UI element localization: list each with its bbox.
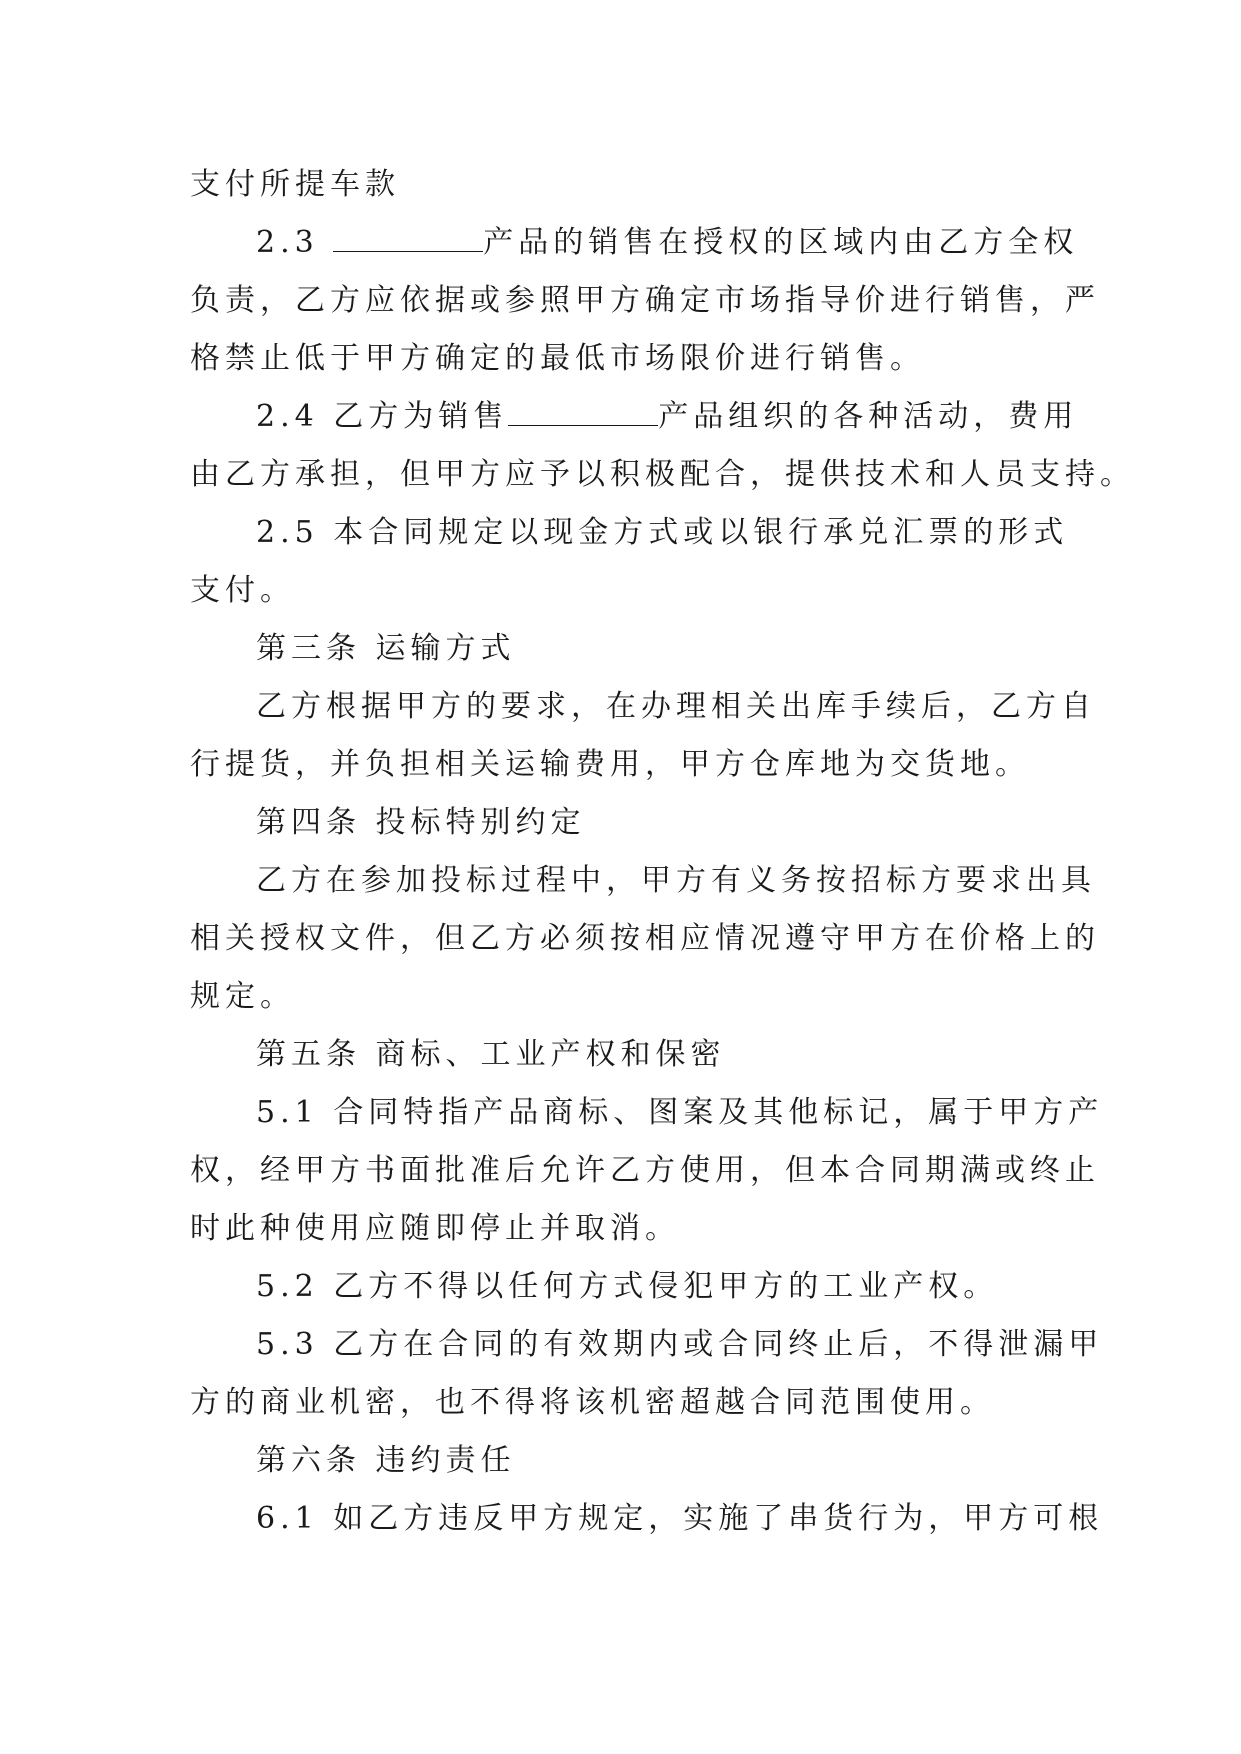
text-line: 格禁止低于甲方确定的最低市场限价进行销售。 [190, 341, 925, 376]
fill-in-blank [508, 391, 658, 426]
text-line: 5.3 乙方在合同的有效期内或合同终止后，不得泄漏甲 [256, 1327, 1104, 1362]
text-line: 方的商业机密，也不得将该机密超越合同范围使用。 [190, 1385, 995, 1420]
section-heading: 第四条 投标特别约定 [256, 805, 586, 840]
text-line: 权，经甲方书面批准后允许乙方使用，但本合同期满或终止 [190, 1153, 1100, 1188]
text-line: 6.1 如乙方违反甲方规定，实施了串货行为，甲方可根 [256, 1501, 1104, 1536]
text-line: 乙方根据甲方的要求，在办理相关出库手续后，乙方自 [256, 689, 1096, 724]
text-line [190, 388, 1079, 446]
section-heading: 第六条 违约责任 [256, 1443, 516, 1478]
line-suffix: 产品的销售在授权的区域内由乙方全权 [483, 225, 1079, 260]
text-line: 规定。 [190, 979, 295, 1014]
text-line: 行提货，并负担相关运输费用，甲方仓库地为交货地。 [190, 747, 1030, 782]
text-line: 时此种使用应随即停止并取消。 [190, 1211, 680, 1246]
line-prefix: 2.3 [256, 225, 334, 260]
text-line: 支付所提车款 [190, 167, 400, 202]
text-line: 2.5 本合同规定以现金方式或以银行承兑汇票的形式 [256, 515, 1069, 550]
text-line: 负责，乙方应依据或参照甲方确定市场指导价进行销售，严 [190, 283, 1100, 318]
text-line: 相关授权文件，但乙方必须按相应情况遵守甲方在价格上的 [190, 921, 1100, 956]
document-body [190, 156, 1135, 1548]
section-heading: 第三条 运输方式 [256, 631, 516, 666]
text-line: 支付。 [190, 573, 295, 608]
section-heading: 第五条 商标、工业产权和保密 [256, 1037, 726, 1072]
text-line: 5.2 乙方不得以任何方式侵犯甲方的工业产权。 [256, 1269, 999, 1304]
fill-in-blank [333, 217, 483, 252]
text-line: 由乙方承担，但甲方应予以积极配合，提供技术和人员支持。 [190, 457, 1135, 492]
text-line: 5.1 合同特指产品商标、图案及其他标记，属于甲方产 [256, 1095, 1104, 1130]
line-suffix: 产品组织的各种活动，费用 [658, 399, 1079, 434]
text-line: 乙方在参加投标过程中，甲方有义务按招标方要求出具 [256, 863, 1096, 898]
text-line [190, 214, 1079, 272]
line-prefix: 2.4 乙方为销售 [256, 399, 509, 434]
